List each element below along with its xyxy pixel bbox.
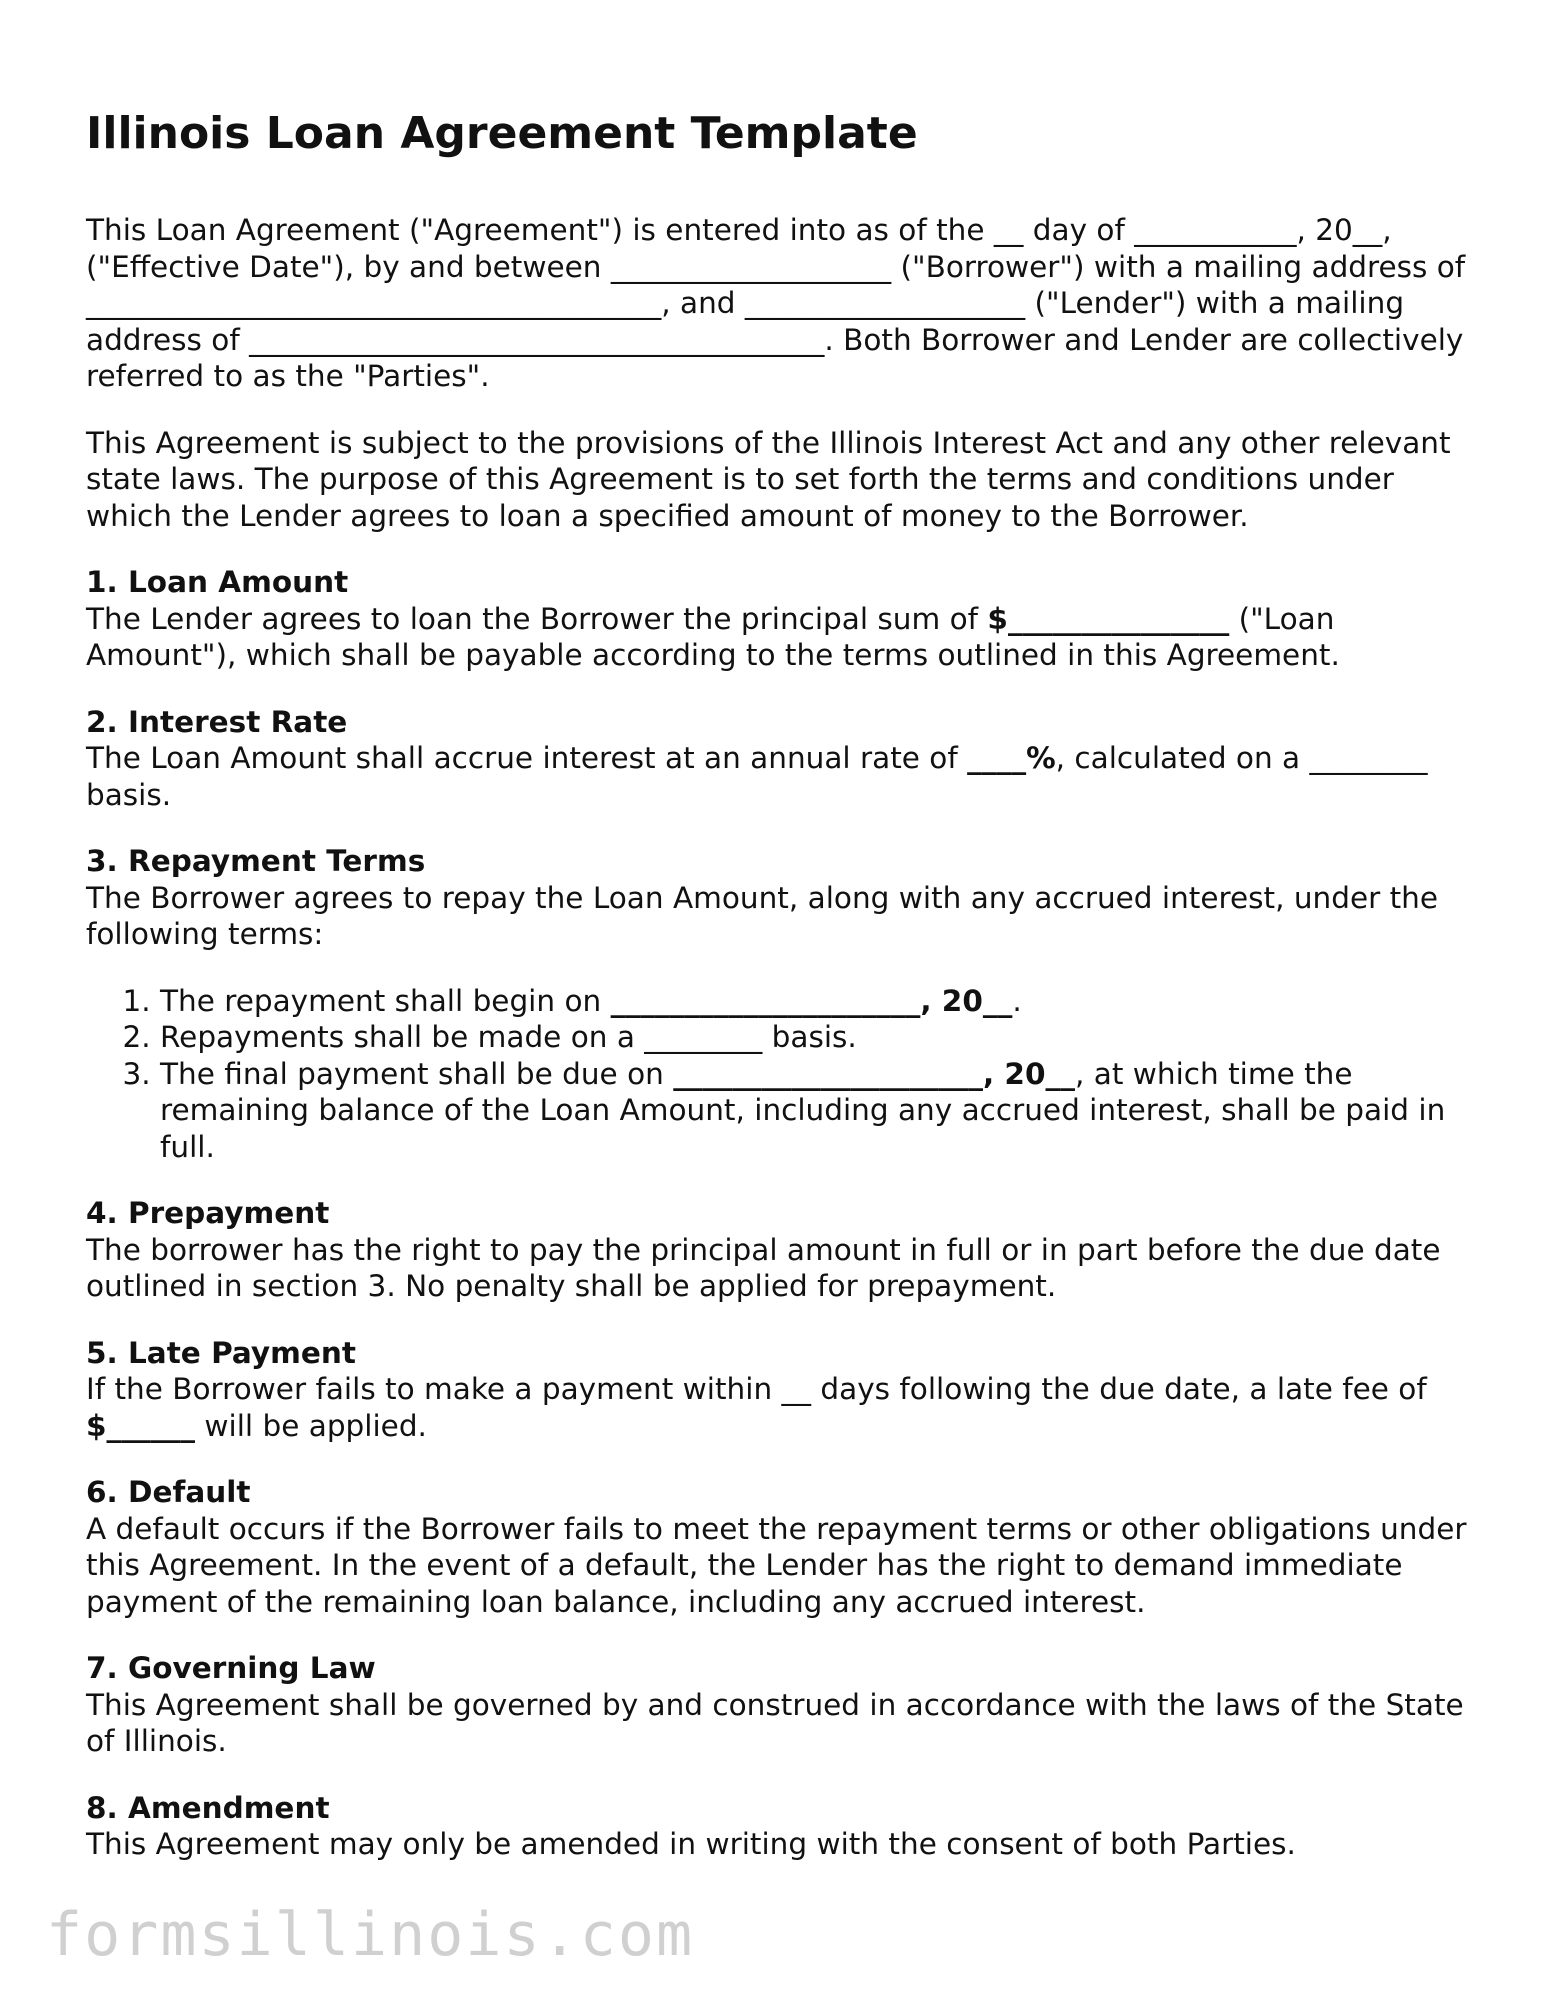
section-heading: 8. Amendment (86, 1790, 330, 1825)
amount-blank: $_______________ (987, 601, 1230, 636)
section-body (86, 1371, 1486, 1444)
section-heading: 2. Interest Rate (86, 704, 348, 739)
section-prepayment (86, 1195, 1486, 1305)
text: , at which time the remaining balance of the Loan Amount, including any accrued interest, shall be paid in full. (160, 1056, 1446, 1164)
section-amendment (86, 1790, 1486, 1863)
text: , calculated on a ________ basis. (86, 741, 1428, 812)
text: The Loan Amount shall accrue interest at an annual rate of (86, 741, 968, 775)
section-body: The Borrower agrees to repay the Loan Amount, along with any accrued interest, under the following terms: (86, 880, 1439, 951)
text: The final payment shall be due on (160, 1056, 674, 1091)
section-heading: 7. Governing Law (86, 1651, 376, 1685)
section-body: This Agreement may only be amended in writing with the consent of both Parties. (86, 1827, 1296, 1861)
section-body: This Agreement shall be governed by and construed in accordance with the laws of the State of Illinois. (86, 1687, 1464, 1758)
section-heading: 4. Prepayment (86, 1196, 330, 1230)
section-loan-amount (86, 564, 1486, 674)
section-body (86, 740, 1486, 813)
section-body: The borrower has the right to pay the principal amount in full or in part before the due date outlined in section 3. No penalty shall be applied for prepayment. (86, 1232, 1441, 1303)
section-body: A default occurs if the Borrower fails to meet the repayment terms or other obligations under this Agreement. In the event of a default, the Lender has the right to demand immediate payment of the remaining loan balance, including any accrued interest. (86, 1511, 1467, 1619)
document-page (86, 108, 1486, 1893)
section-interest-rate (86, 704, 1486, 814)
section-heading: 3. Repayment Terms (86, 844, 426, 878)
section-heading: 1. Loan Amount (86, 565, 349, 599)
document-title: Illinois Loan Agreement Template (86, 108, 918, 159)
fee-blank: $______ (86, 1408, 196, 1443)
date-blank: _____________________, 20__ (673, 1056, 1075, 1091)
text: . (1012, 983, 1022, 1018)
date-blank: _____________________, 20__ (610, 983, 1013, 1018)
list-item (160, 1056, 1486, 1166)
list-item: 2. Repayments shall be made on a ________ basis. (160, 1019, 1486, 1056)
text: will be applied. (195, 1408, 427, 1443)
text: The repayment shall begin on (160, 983, 611, 1018)
section-late-payment (86, 1335, 1486, 1445)
repayment-list (86, 983, 1486, 1166)
intro-paragraph: This Loan Agreement ("Agreement") is entered into as of the __ day of ___________, 20__, ("Effective Date"), by and between ___________________ ("Borrower") with a mailing address of _______________________________________, and ___________________ ("Lender") with a mailing address of _______________________________________. Both Borrower and Lender are collectively referred to as the "Parties". (86, 213, 1466, 393)
section-heading: 5. Late Payment (86, 1335, 356, 1370)
section-governing-law (86, 1650, 1486, 1760)
list-item (160, 983, 1486, 1020)
purpose-paragraph: This Agreement is subject to the provisions of the Illinois Interest Act and any other relevant state laws. The purpose of this Agreement is to set forth the terms and conditions under which the Lender agrees to loan a specified amount of money to the Borrower. (86, 425, 1451, 533)
text: If the Borrower fails to make a payment within __ days following the due date, a late fee of (86, 1372, 1427, 1406)
section-repayment-terms (86, 843, 1486, 953)
text: The Lender agrees to loan the Borrower the principal sum of (86, 601, 988, 636)
section-heading: 6. Default (86, 1475, 251, 1509)
section-default (86, 1474, 1486, 1620)
text: ("Loan Amount"), which shall be payable according to the terms outlined in this Agreement. (86, 601, 1340, 672)
section-body (86, 601, 1486, 674)
rate-blank: ____% (967, 741, 1056, 775)
site-watermark: formsillinois.com (46, 1900, 695, 1970)
